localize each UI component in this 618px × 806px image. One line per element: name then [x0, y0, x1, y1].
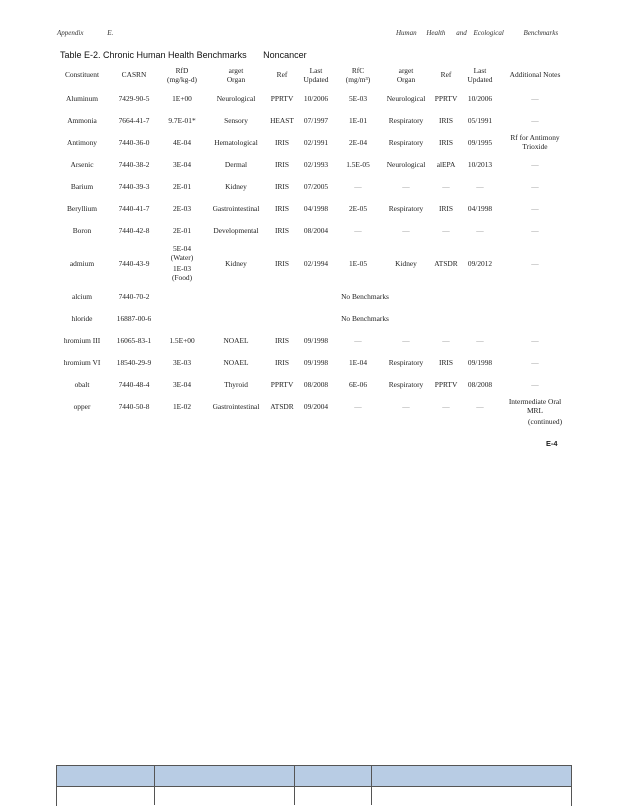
continued-label: (continued): [528, 417, 563, 426]
cell-ref-2: IRIS: [439, 115, 453, 125]
cell-notes: —: [531, 159, 539, 169]
cell-organ: Dermal: [224, 159, 248, 169]
header-word-2: Health: [426, 29, 446, 37]
cell-updated: 08/2008: [303, 379, 329, 389]
cell-rfd: 3E-03: [172, 357, 192, 367]
cell-constituent: Barium: [70, 181, 94, 191]
cell-ref: IRIS: [275, 203, 289, 213]
header-word-4: Ecological: [473, 29, 504, 37]
cell-ref: IRIS: [275, 181, 289, 191]
cell-organ: Hematological: [214, 137, 258, 147]
column-divider: [371, 765, 372, 805]
header-appendix-letter: E.: [107, 29, 114, 37]
cell-updated: 09/2004: [303, 401, 329, 411]
col-additional-notes: Additional Notes: [509, 70, 561, 79]
col-last-updated: Last Updated: [303, 65, 329, 84]
table-row: [56, 175, 570, 197]
cell-casrn: 7440-39-3: [118, 181, 150, 191]
cell-rfc: 1.5E-05: [346, 159, 370, 169]
cell-constituent: Ammonia: [67, 115, 97, 125]
cell-notes: —: [531, 258, 539, 268]
cell-constituent: hloride: [71, 313, 93, 323]
cell-casrn: 7440-42-8: [118, 225, 150, 235]
rfd-food-value: 1E-03: [172, 264, 192, 273]
cell-updated: 09/1998: [303, 357, 329, 367]
cell-organ: Sensory: [224, 115, 248, 125]
table-header-row: [56, 62, 570, 87]
cell-constituent: Aluminum: [65, 93, 99, 103]
cell-notes: —: [531, 225, 539, 235]
cell-constituent: Arsenic: [70, 159, 94, 169]
cell-notes: —: [531, 357, 539, 367]
column-divider: [154, 765, 155, 805]
cell-organ-2: —: [402, 225, 410, 235]
cell-organ-2: —: [402, 335, 410, 345]
page-number: E-4: [546, 439, 558, 448]
col-ref: Ref: [276, 70, 288, 79]
cell-rfc: —: [354, 335, 362, 345]
cell-ref-2: —: [442, 335, 450, 345]
cell-rfd: 3E-04: [172, 379, 192, 389]
table-row: [56, 351, 570, 373]
cell-organ-2: —: [402, 181, 410, 191]
rfd-water-label: (Water): [170, 253, 194, 262]
cell-ref: IRIS: [275, 137, 289, 147]
cell-ref-2: —: [442, 225, 450, 235]
col-casrn: CASRN: [121, 70, 147, 79]
cell-updated-2: —: [476, 335, 484, 345]
cell-casrn: 7664-41-7: [118, 115, 150, 125]
table-row-cadmium: [56, 241, 570, 285]
cell-notes: —: [531, 93, 539, 103]
table-title: [60, 50, 321, 60]
cell-rfd: 4E-04: [172, 137, 192, 147]
cell-constituent: obalt: [74, 379, 90, 389]
cell-updated-2: 10/2006: [467, 93, 493, 103]
cell-rfd: 9.7E-01*: [168, 115, 196, 125]
cell-constituent: Antimony: [67, 137, 97, 147]
cell-rfc: 1E-01: [348, 115, 368, 125]
column-divider: [294, 765, 295, 805]
cell-casrn: 7440-70-2: [118, 291, 150, 301]
cell-ref: PPRTV: [270, 379, 294, 389]
table-row: [56, 197, 570, 219]
cell-ref: IRIS: [275, 335, 289, 345]
cell-organ-2: Respiratory: [388, 203, 424, 213]
header-appendix: Appendix: [57, 29, 84, 37]
cell-no-benchmarks: No Benchmarks: [341, 313, 389, 323]
cell-organ: Neurological: [216, 93, 256, 103]
benchmarks-table: [56, 62, 570, 417]
table-row-no-benchmarks: [56, 307, 570, 329]
cell-rfc: 2E-05: [348, 203, 368, 213]
running-header-left: [57, 29, 113, 37]
cell-notes: —: [531, 335, 539, 345]
cell-updated: 07/2005: [303, 181, 329, 191]
cell-rfc: 6E-06: [348, 379, 368, 389]
cell-ref-2: —: [442, 181, 450, 191]
cell-casrn: 7440-50-8: [118, 401, 150, 411]
cell-constituent: Boron: [72, 225, 92, 235]
cell-rfd: 1.5E+00: [169, 335, 195, 345]
cell-updated: 02/1994: [303, 258, 329, 268]
cell-notes: —: [531, 115, 539, 125]
cell-ref-2: alEPA: [436, 159, 456, 169]
col-target-organ-2: arget Organ: [396, 65, 416, 84]
cell-organ: Kidney: [225, 258, 247, 268]
cell-ref-2: IRIS: [439, 357, 453, 367]
cell-ref: PPRTV: [270, 93, 294, 103]
cell-notes: —: [531, 203, 539, 213]
cell-casrn: 16065-83-1: [116, 335, 152, 345]
cell-rfd: 2E-01: [172, 181, 192, 191]
next-page-table-fragment: [56, 765, 572, 805]
cell-notes: —: [531, 379, 539, 389]
rfd-water-value: 5E-04: [172, 244, 192, 253]
cell-organ: NOAEL: [223, 335, 249, 345]
cell-rfc: 2E-04: [348, 137, 368, 147]
col-last-updated-2: Last Updated: [467, 65, 493, 84]
cell-constituent: hromium III: [63, 335, 101, 345]
table-title-main: Table E-2. Chronic Human Health Benchmarks: [60, 50, 247, 60]
cell-organ-2: Respiratory: [388, 379, 424, 389]
cell-casrn: 7440-43-9: [118, 258, 150, 268]
cell-casrn: 7440-38-2: [118, 159, 150, 169]
col-rfc: RfC (mg/m³): [345, 65, 371, 84]
cell-updated-2: —: [476, 181, 484, 191]
cell-rfd: 2E-03: [172, 203, 192, 213]
cell-notes: Intermediate Oral MRL: [508, 397, 562, 415]
cell-organ: Gastrointestinal: [212, 401, 260, 411]
cell-rfc: —: [354, 181, 362, 191]
cell-ref: IRIS: [275, 159, 289, 169]
cell-updated-2: 08/2008: [467, 379, 493, 389]
cell-updated-2: 04/1998: [467, 203, 493, 213]
cell-ref: IRIS: [275, 357, 289, 367]
cell-updated-2: 09/1998: [467, 357, 493, 367]
header-word-1: Human: [396, 29, 417, 37]
cell-organ: Kidney: [225, 181, 247, 191]
table-row: [56, 131, 570, 153]
cell-organ: Developmental: [213, 225, 259, 235]
cell-ref: HEAST: [270, 115, 294, 125]
cell-ref-2: PPRTV: [434, 379, 458, 389]
cell-rfc: 1E-05: [348, 258, 368, 268]
cell-ref-2: ATSDR: [434, 258, 458, 268]
cell-ref-2: IRIS: [439, 137, 453, 147]
cell-rfd: 1E-02: [172, 401, 192, 411]
cell-ref: IRIS: [275, 225, 289, 235]
rfd-food-label: (Food): [171, 273, 193, 282]
table-title-suffix: Noncancer: [263, 50, 307, 60]
cell-casrn: 7440-41-7: [118, 203, 150, 213]
header-word-5: Benchmarks: [523, 29, 559, 37]
cell-updated-2: 09/2012: [467, 258, 493, 268]
table-row: [56, 373, 570, 395]
col-target-organ: arget Organ: [226, 65, 246, 84]
cell-updated: 08/2004: [303, 225, 329, 235]
cell-updated: 07/1997: [303, 115, 329, 125]
cell-rfd-stacked: [160, 241, 204, 285]
table-row: [56, 109, 570, 131]
cell-no-benchmarks: No Benchmarks: [341, 291, 389, 301]
cell-organ-2: Neurological: [386, 159, 426, 169]
cell-ref: ATSDR: [270, 401, 294, 411]
cell-casrn: 18540-29-9: [116, 357, 152, 367]
cell-updated-2: 05/1991: [467, 115, 493, 125]
cell-updated: 02/1991: [303, 137, 329, 147]
cell-constituent: hromium VI: [63, 357, 101, 367]
cell-casrn: 7429-90-5: [118, 93, 150, 103]
cell-rfd: 3E-04: [172, 159, 192, 169]
cell-organ: Gastrointestinal: [212, 203, 260, 213]
table-row: [56, 153, 570, 175]
cell-ref-2: PPRTV: [434, 93, 458, 103]
table-row: [56, 87, 570, 109]
cell-casrn: 7440-48-4: [118, 379, 150, 389]
cell-rfd: 2E-01: [172, 225, 192, 235]
table-header-band: [56, 765, 572, 787]
running-header-right: [396, 29, 558, 37]
table-first-row: [56, 786, 572, 806]
cell-notes: —: [531, 181, 539, 191]
cell-organ-2: Kidney: [395, 258, 417, 268]
cell-constituent: admium: [69, 258, 95, 268]
table-row-no-benchmarks: [56, 285, 570, 307]
cell-ref-2: —: [442, 401, 450, 411]
cell-casrn: 7440-36-0: [118, 137, 150, 147]
cell-updated: 09/1998: [303, 335, 329, 345]
cell-rfc: —: [354, 401, 362, 411]
cell-casrn: 16887-00-6: [116, 313, 152, 323]
cell-organ-2: Respiratory: [388, 357, 424, 367]
col-ref-2: Ref: [440, 70, 452, 79]
table-row: [56, 395, 570, 417]
col-constituent: Constituent: [64, 70, 100, 79]
cell-organ-2: Neurological: [386, 93, 426, 103]
header-word-3: and: [456, 29, 467, 37]
cell-rfc: 1E-04: [348, 357, 368, 367]
cell-updated: 04/1998: [303, 203, 329, 213]
cell-ref-2: IRIS: [439, 203, 453, 213]
cell-notes: Rf for Antimony Trioxide: [510, 133, 560, 151]
table-row: [56, 329, 570, 351]
cell-ref: IRIS: [275, 258, 289, 268]
cell-constituent: opper: [73, 401, 91, 411]
cell-updated: 10/2006: [303, 93, 329, 103]
cell-rfd: 1E+00: [172, 93, 192, 103]
cell-organ-2: —: [402, 401, 410, 411]
cell-rfc: —: [354, 225, 362, 235]
col-rfd: RfD (mg/kg-d): [167, 65, 197, 84]
cell-updated-2: 10/2013: [467, 159, 493, 169]
cell-rfc: 5E-03: [348, 93, 368, 103]
cell-organ-2: Respiratory: [388, 115, 424, 125]
cell-organ: Thyroid: [224, 379, 248, 389]
cell-updated-2: —: [476, 401, 484, 411]
cell-organ-2: Respiratory: [388, 137, 424, 147]
cell-updated-2: —: [476, 225, 484, 235]
cell-constituent: Beryllium: [67, 203, 97, 213]
table-row: [56, 219, 570, 241]
cell-constituent: alcium: [71, 291, 93, 301]
cell-updated: 02/1993: [303, 159, 329, 169]
cell-updated-2: 09/1995: [467, 137, 493, 147]
cell-organ: NOAEL: [223, 357, 249, 367]
